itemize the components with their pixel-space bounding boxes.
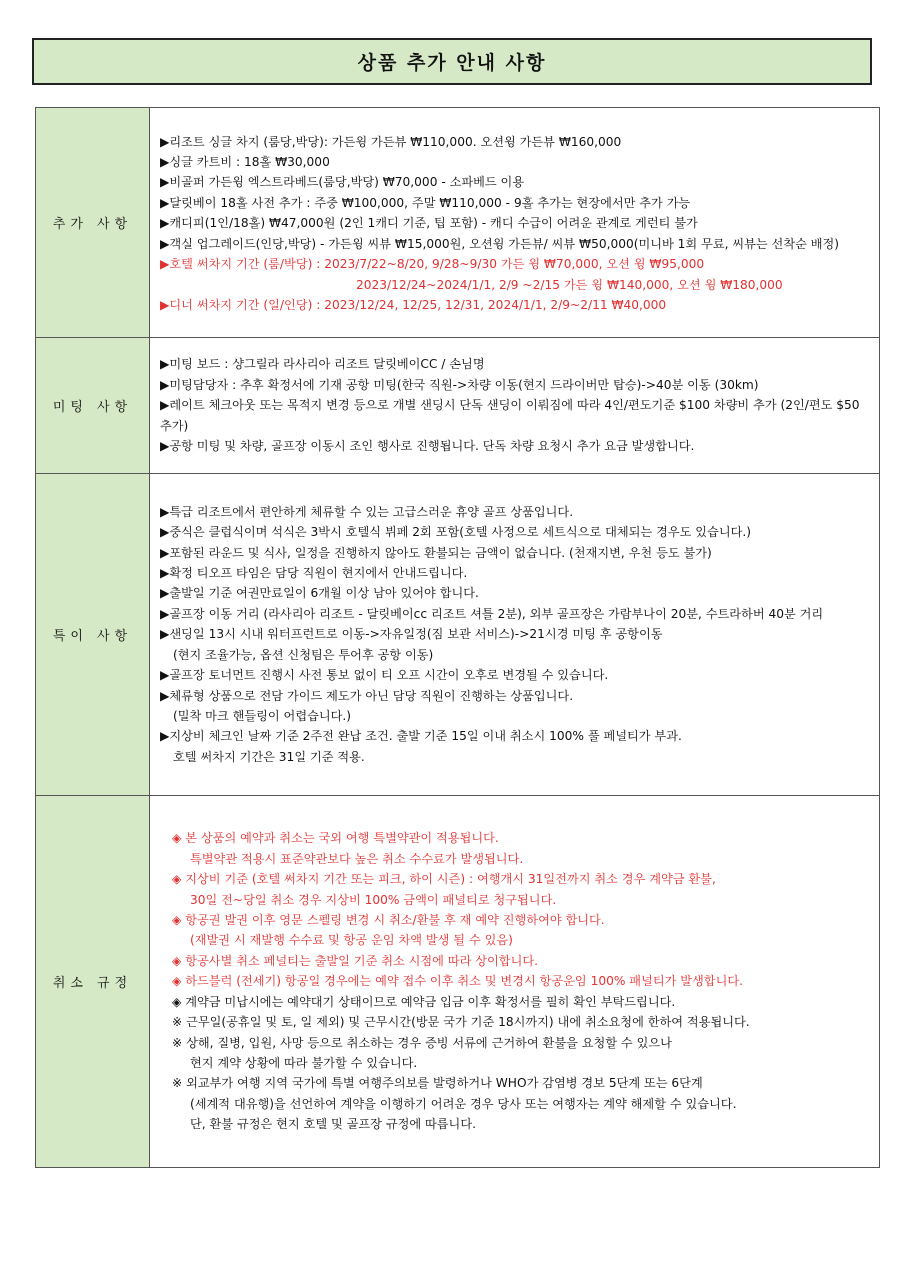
content-line: ▶공항 미팅 및 차량, 골프장 이동시 조인 행사로 진행됩니다. 단독 차량 요청시 추가 요금 발생합니다.	[160, 439, 695, 454]
content-line: 30일 전~당일 취소 경우 지상비 100% 금액이 패널티로 청구됩니다.	[190, 892, 557, 907]
section-row	[36, 796, 880, 1168]
section-row	[36, 474, 880, 796]
section-content	[150, 474, 880, 796]
content-line: ▶호텔 써차지 기간 (룸/박당) : 2023/7/22~8/20, 9/28~9/30 가든 윙 ₩70,000, 오션 윙 ₩95,000	[160, 257, 705, 272]
content-line: ※ 근무일(공휴일 및 토, 일 제외) 및 근무시간(방문 국가 기준 18시까지) 내에 취소요청에 한하여 적용됩니다.	[172, 1015, 750, 1030]
content-line: ▶출발일 기준 여권만료일이 6개월 이상 남아 있어야 합니다.	[160, 586, 479, 601]
section-content	[150, 108, 880, 338]
content-line: ▶체류형 상품으로 전담 가이드 제도가 아닌 담당 직원이 진행하는 상품입니다.	[160, 688, 574, 703]
content-line: ◈ 본 상품의 예약과 취소는 국외 여행 특별약관이 적용됩니다.	[172, 831, 499, 846]
content-line: ▶레이트 체크아웃 또는 목적지 변경 등으로 개별 샌딩시 단독 샌딩이 이뤄짐에 따라 4인/편도기준 $100 차량비 추가 (2인/편도 $50 추가)	[160, 398, 860, 433]
content-line: ▶싱글 카트비 : 18홀 ₩30,000	[160, 155, 330, 170]
content-line: ▶객실 업그레이드(인당,박당) - 가든윙 씨뷰 ₩15,000원, 오션윙 가든뷰/ 씨뷰 ₩50,000(미니바 1회 무료, 씨뷰는 선착순 배정)	[160, 236, 840, 251]
section-row	[36, 338, 880, 474]
content-line: ▶샌딩일 13시 시내 워터프런트로 이동->자유일정(짐 보관 서비스)->21시경 미팅 후 공항이동	[160, 627, 663, 642]
content-line: ▶비골퍼 가든윙 엑스트라베드(룸당,박당) ₩70,000 - 소파베드 이용	[160, 175, 525, 190]
content-line: ▶포함된 라운드 및 식사, 일정을 진행하지 않아도 환불되는 금액이 없습니다. (천재지변, 우천 등도 불가)	[160, 545, 712, 560]
content-line: ▶특급 리조트에서 편안하게 체류할 수 있는 고급스러운 휴양 골프 상품입니다.	[160, 504, 574, 519]
section-row	[36, 108, 880, 338]
section-label: 특이 사항	[36, 474, 150, 796]
content-line: ◈ 계약금 미납시에는 예약대기 상태이므로 예약금 입금 이후 확정서를 필히 확인 부탁드립니다.	[172, 994, 676, 1009]
content-line: 현지 계약 상황에 따라 불가할 수 있습니다.	[190, 1055, 418, 1070]
content-line: 2023/12/24~2024/1/1, 2/9 ~2/15 가든 윙 ₩140,000, 오션 윙 ₩180,000	[356, 277, 783, 292]
section-label: 추가 사항	[36, 108, 150, 338]
content-line: ◈ 지상비 기준 (호텔 써차지 기간 또는 피크, 하이 시즌) : 여행개시 31일전까지 취소 경우 계약금 환불,	[172, 872, 716, 887]
content-line: (세계적 대유행)을 선언하여 계약을 이행하기 어려운 경우 당사 또는 여행자는 계약 해제할 수 있습니다.	[190, 1096, 737, 1111]
content-line: ▶디너 써차지 기간 (일/인당) : 2023/12/24, 12/25, 12/31, 2024/1/1, 2/9~2/11 ₩40,000	[160, 297, 667, 312]
content-line: ▶달릿베이 18홀 사전 추가 : 주중 ₩100,000, 주말 ₩110,000 - 9홀 추가는 현장에서만 추가 가능	[160, 195, 691, 210]
section-content	[150, 338, 880, 474]
content-line: ▶캐디피(1인/18홀) ₩47,000원 (2인 1캐디 기준, 팁 포함) - 캐디 수급이 어려운 관계로 게런티 불가	[160, 216, 698, 231]
content-line: ▶지상비 체크인 날짜 기준 2주전 완납 조건. 출발 기준 15일 이내 취소시 100% 풀 페널티가 부과.	[160, 729, 682, 744]
content-line: ◈ 항공사별 취소 페널티는 출발일 기준 취소 시점에 따라 상이합니다.	[172, 953, 538, 968]
content-line: ◈ 하드블럭 (전세기) 항공일 경우에는 예약 접수 이후 취소 및 변경시 항공운임 100% 패널티가 발생합니다.	[172, 974, 743, 989]
content-line: ▶확정 티오프 타임은 담당 직원이 현지에서 안내드립니다.	[160, 566, 468, 581]
content-line: ▶골프장 이동 거리 (라사리아 리조트 - 달릿베이cc 리조트 셔틀 2분), 외부 골프장은 가람부나이 20분, 수트라하버 40분 거리	[160, 606, 824, 621]
section-label: 미팅 사항	[36, 338, 150, 474]
content-line: 단, 환불 규정은 현지 호텔 및 골프장 규정에 따릅니다.	[190, 1117, 476, 1132]
content-line: 특별약관 적용시 표준약관보다 높은 취소 수수료가 발생됩니다.	[190, 851, 524, 866]
page-title-box	[32, 38, 872, 85]
content-line: ▶골프장 토너먼트 진행시 사전 통보 없이 티 오프 시간이 오후로 변경될 수 있습니다.	[160, 668, 609, 683]
content-line: (재발권 시 재발행 수수료 및 항공 운임 차액 발생 될 수 있음)	[190, 933, 513, 948]
content-line: (현지 조율가능, 옵션 신청팀은 투어후 공항 이동)	[173, 647, 434, 662]
content-line: ▶리조트 싱글 차지 (룸당,박당): 가든윙 가든뷰 ₩110,000. 오션윙 가든뷰 ₩160,000	[160, 134, 622, 149]
section-content	[150, 796, 880, 1168]
info-table	[35, 107, 880, 1168]
content-line: ▶중식은 클럽식이며 석식은 3박시 호텔식 뷔페 2회 포함(호텔 사정으로 세트식으로 대체되는 경우도 있습니다.)	[160, 525, 751, 540]
content-line: (밀착 마크 핸들링이 어렵습니다.)	[173, 708, 352, 723]
content-line: ◈ 항공권 발권 이후 영문 스펠링 변경 시 취소/환불 후 재 예약 진행하여야 합니다.	[172, 913, 605, 928]
content-line: ▶미팅담당자 : 추후 확정서에 기재 공항 미팅(한국 직원->차량 이동(현지 드라이버만 탑승)->40분 이동 (30km)	[160, 377, 759, 392]
content-line: ※ 외교부가 여행 지역 국가에 특별 여행주의보를 발령하거나 WHO가 감염병 경보 5단계 또는 6단계	[172, 1076, 703, 1091]
content-line: 호텔 써차지 기간은 31일 기준 적용.	[173, 749, 365, 764]
content-line: ※ 상해, 질병, 입원, 사망 등으로 취소하는 경우 증빙 서류에 근거하여 환불을 요청할 수 있으나	[172, 1035, 672, 1050]
content-line: ▶미팅 보드 : 샹그릴라 라사리아 리조트 달릿베이CC / 손님명	[160, 357, 485, 372]
section-label: 취소 규정	[36, 796, 150, 1168]
page-title: 상품 추가 안내 사항	[357, 52, 547, 74]
